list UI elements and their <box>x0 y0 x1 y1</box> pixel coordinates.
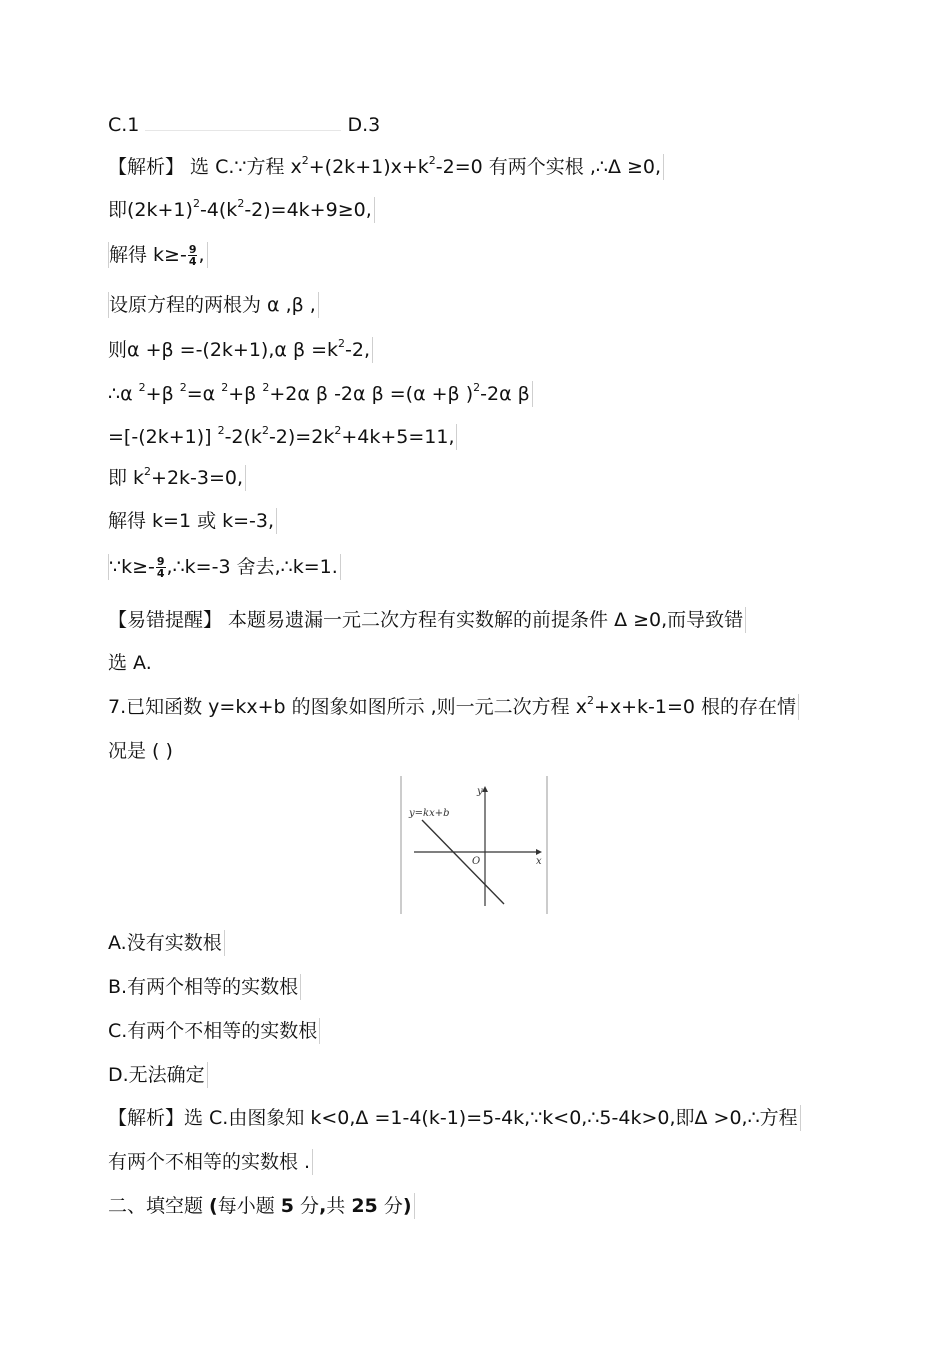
line-label: y=kx+b <box>409 808 450 819</box>
solution-line-8: 即 $k^2+2k-3=0$, <box>108 465 246 491</box>
y-axis-arrow <box>482 786 488 792</box>
origin-label: O <box>472 856 481 867</box>
option-c: C.有两个不相等的实数根 <box>108 1018 320 1044</box>
question-7-line-2: 况是 ( ) <box>108 740 173 762</box>
line-y-kx-b <box>422 820 504 904</box>
option-b: B.有两个相等的实数根 <box>108 974 301 1000</box>
section-2-heading: 二、填空题 (每小题 5 分,共 25 分) <box>108 1193 415 1219</box>
option-a: A.没有实数根 <box>108 930 225 956</box>
option-d: D.无法确定 <box>108 1062 208 1088</box>
function-graph <box>400 776 550 914</box>
question-7-line-1: 7.已知函数 y=kx+b 的图象如图所示 ,则一元二次方程 $x^2+x+k-1=0$ 根的存在情 <box>108 694 799 720</box>
solution-line-4: 设原方程的两根为 α ,β , <box>108 292 319 318</box>
solution-line-10: ∵k≥- $\frac{9}{4}$ ,∴k=-3 舍去,∴k=1. <box>108 554 341 580</box>
tip-line-1: 【易错提醒】 本题易遗漏一元二次方程有实数解的前提条件 Δ ≥0,而导致错 <box>108 607 746 633</box>
option-c-prev: C.1 D.3 <box>108 114 381 136</box>
fraction-9-4: $\frac{9}{4}$ <box>188 243 197 268</box>
tip-line-2: 选 A. <box>108 652 152 674</box>
solution-7-line-2: 有两个不相等的实数根 . <box>108 1149 313 1175</box>
x-axis-label: x <box>536 856 542 867</box>
fraction-9-4-b: $\frac{9}{4}$ <box>156 555 165 580</box>
solution-line-7: =[-(2k+1)] $^2-2(k^2-2)=2k^2+4k+5=11$, <box>108 424 457 450</box>
x-axis-arrow <box>536 849 542 855</box>
solution-line-9: 解得 k=1 或 k=-3, <box>108 508 277 534</box>
solution-line-2: 即$(2k+1)^2-4(k^2-2)=4k+9\ge 0$, <box>108 197 375 223</box>
solution-7-line-1: 【解析】选 C.由图象知 k<0,Δ =1-4(k-1)=5-4k,∵k<0,∴5-4k>0,即Δ >0,∴方程 <box>108 1105 801 1131</box>
solution-line-6: ∴α $^2$+β $^2$=α $^2$+β $^2$+2α β -2α β =(α +β )$^2$-2α β <box>108 381 533 407</box>
option-d-prev: D.3 <box>347 114 381 136</box>
y-axis-label: y <box>477 786 483 797</box>
solution-line-1: 【解析】 选 C.∵方程 $x^2+(2k+1)x+k^2-2=0$ 有两个实根 ,∴Δ ≥0, <box>108 154 664 180</box>
solution-line-5: 则α +β =-(2k+1),α $\beta =k^2-2$, <box>108 337 373 363</box>
solution-line-3: 解得 k≥- $\frac{9}{4}$ , <box>108 242 208 268</box>
